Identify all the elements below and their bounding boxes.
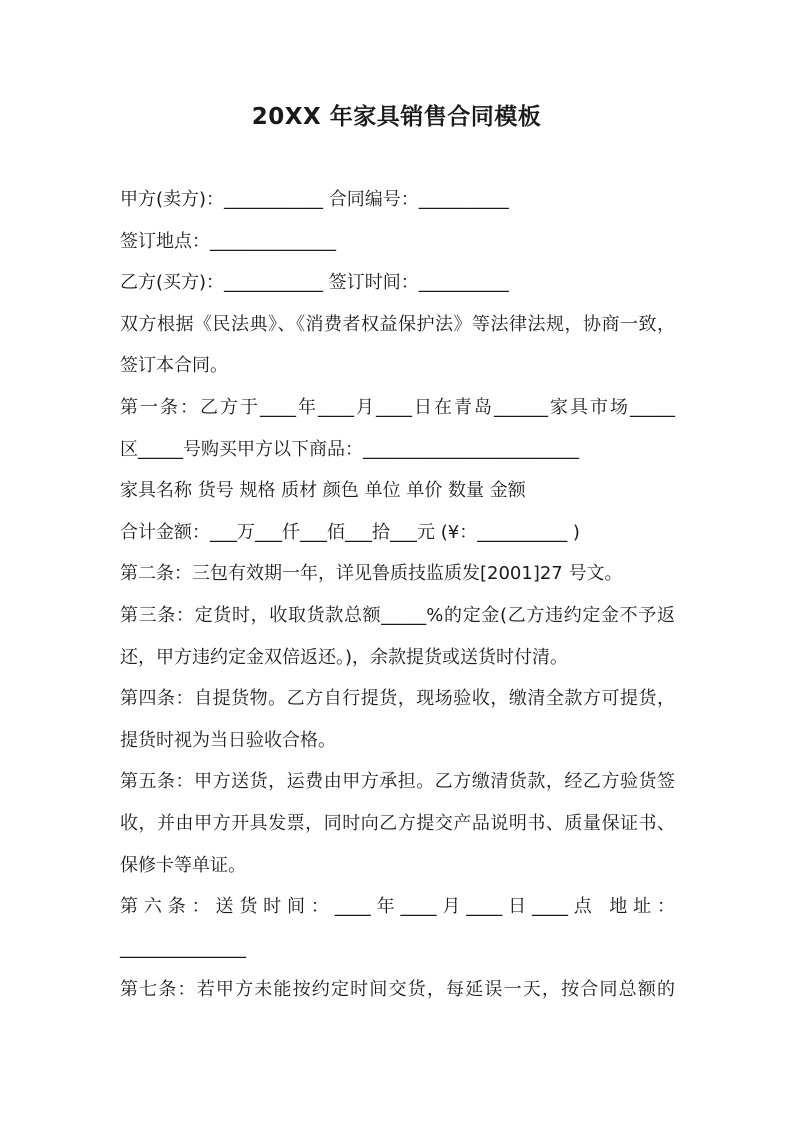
line-article-1-b: 区_____号购买甲方以下商品：________________________ (120, 438, 579, 460)
line-article-5-b: 收，并由甲方开具发票，同时向乙方提交产品说明书、质量保证书、 (120, 812, 675, 834)
line-article-2: 第二条：三包有效期一年，详见鲁质技监质发[2001]27 号文。 (120, 563, 623, 585)
contract-body (120, 179, 675, 1011)
line-article-4-a: 第四条：自提货物。乙方自行提货，现场验收，缴清全款方可提货， (120, 688, 675, 710)
line-preamble-1: 双方根据《民法典》、《消费者权益保护法》等法律法规，协商一致， (120, 313, 675, 335)
line-total-amount: 合计金额：___万___仟___佰___拾___元 (¥：__________ ) (120, 521, 580, 543)
line-item-columns: 家具名称 货号 规格 质材 颜色 单位 单价 数量 金额 (120, 480, 526, 502)
line-article-1-a: 第一条：乙方于____年____月____日在青岛______家具市场_____ (120, 396, 675, 418)
line-article-5-c: 保修卡等单证。 (120, 854, 246, 876)
line-article-3-a: 第三条：定货时，收取货款总额_____%的定金(乙方违约定金不予返 (120, 604, 675, 626)
line-article-4-b: 提货时视为当日验收合格。 (120, 729, 336, 751)
document-title: 20XX 年家具销售合同模板 (251, 104, 542, 130)
line-party-a: 甲方(卖方)：___________ 合同编号：__________ (120, 189, 509, 210)
line-preamble-2: 签订本合同。 (120, 355, 228, 377)
line-article-3-b: 还，甲方违约定金双倍返还。)，余款提货或送货时付清。 (120, 646, 569, 668)
line-article-5-a: 第五条：甲方送货，运费由甲方承担。乙方缴清货款，经乙方验货签 (120, 771, 675, 793)
line-article-6-b: ______________ (120, 937, 246, 959)
line-article-7-a: 第七条：若甲方未能按约定时间交货，每延误一天，按合同总额的 (120, 979, 675, 1001)
line-article-6-a: 第六条：送货时间：____年____月____日____点 地址： (120, 896, 675, 918)
line-signing-place: 签订地点：______________ (120, 230, 336, 252)
line-party-b: 乙方(买方)：___________ 签订时间：__________ (120, 272, 509, 294)
